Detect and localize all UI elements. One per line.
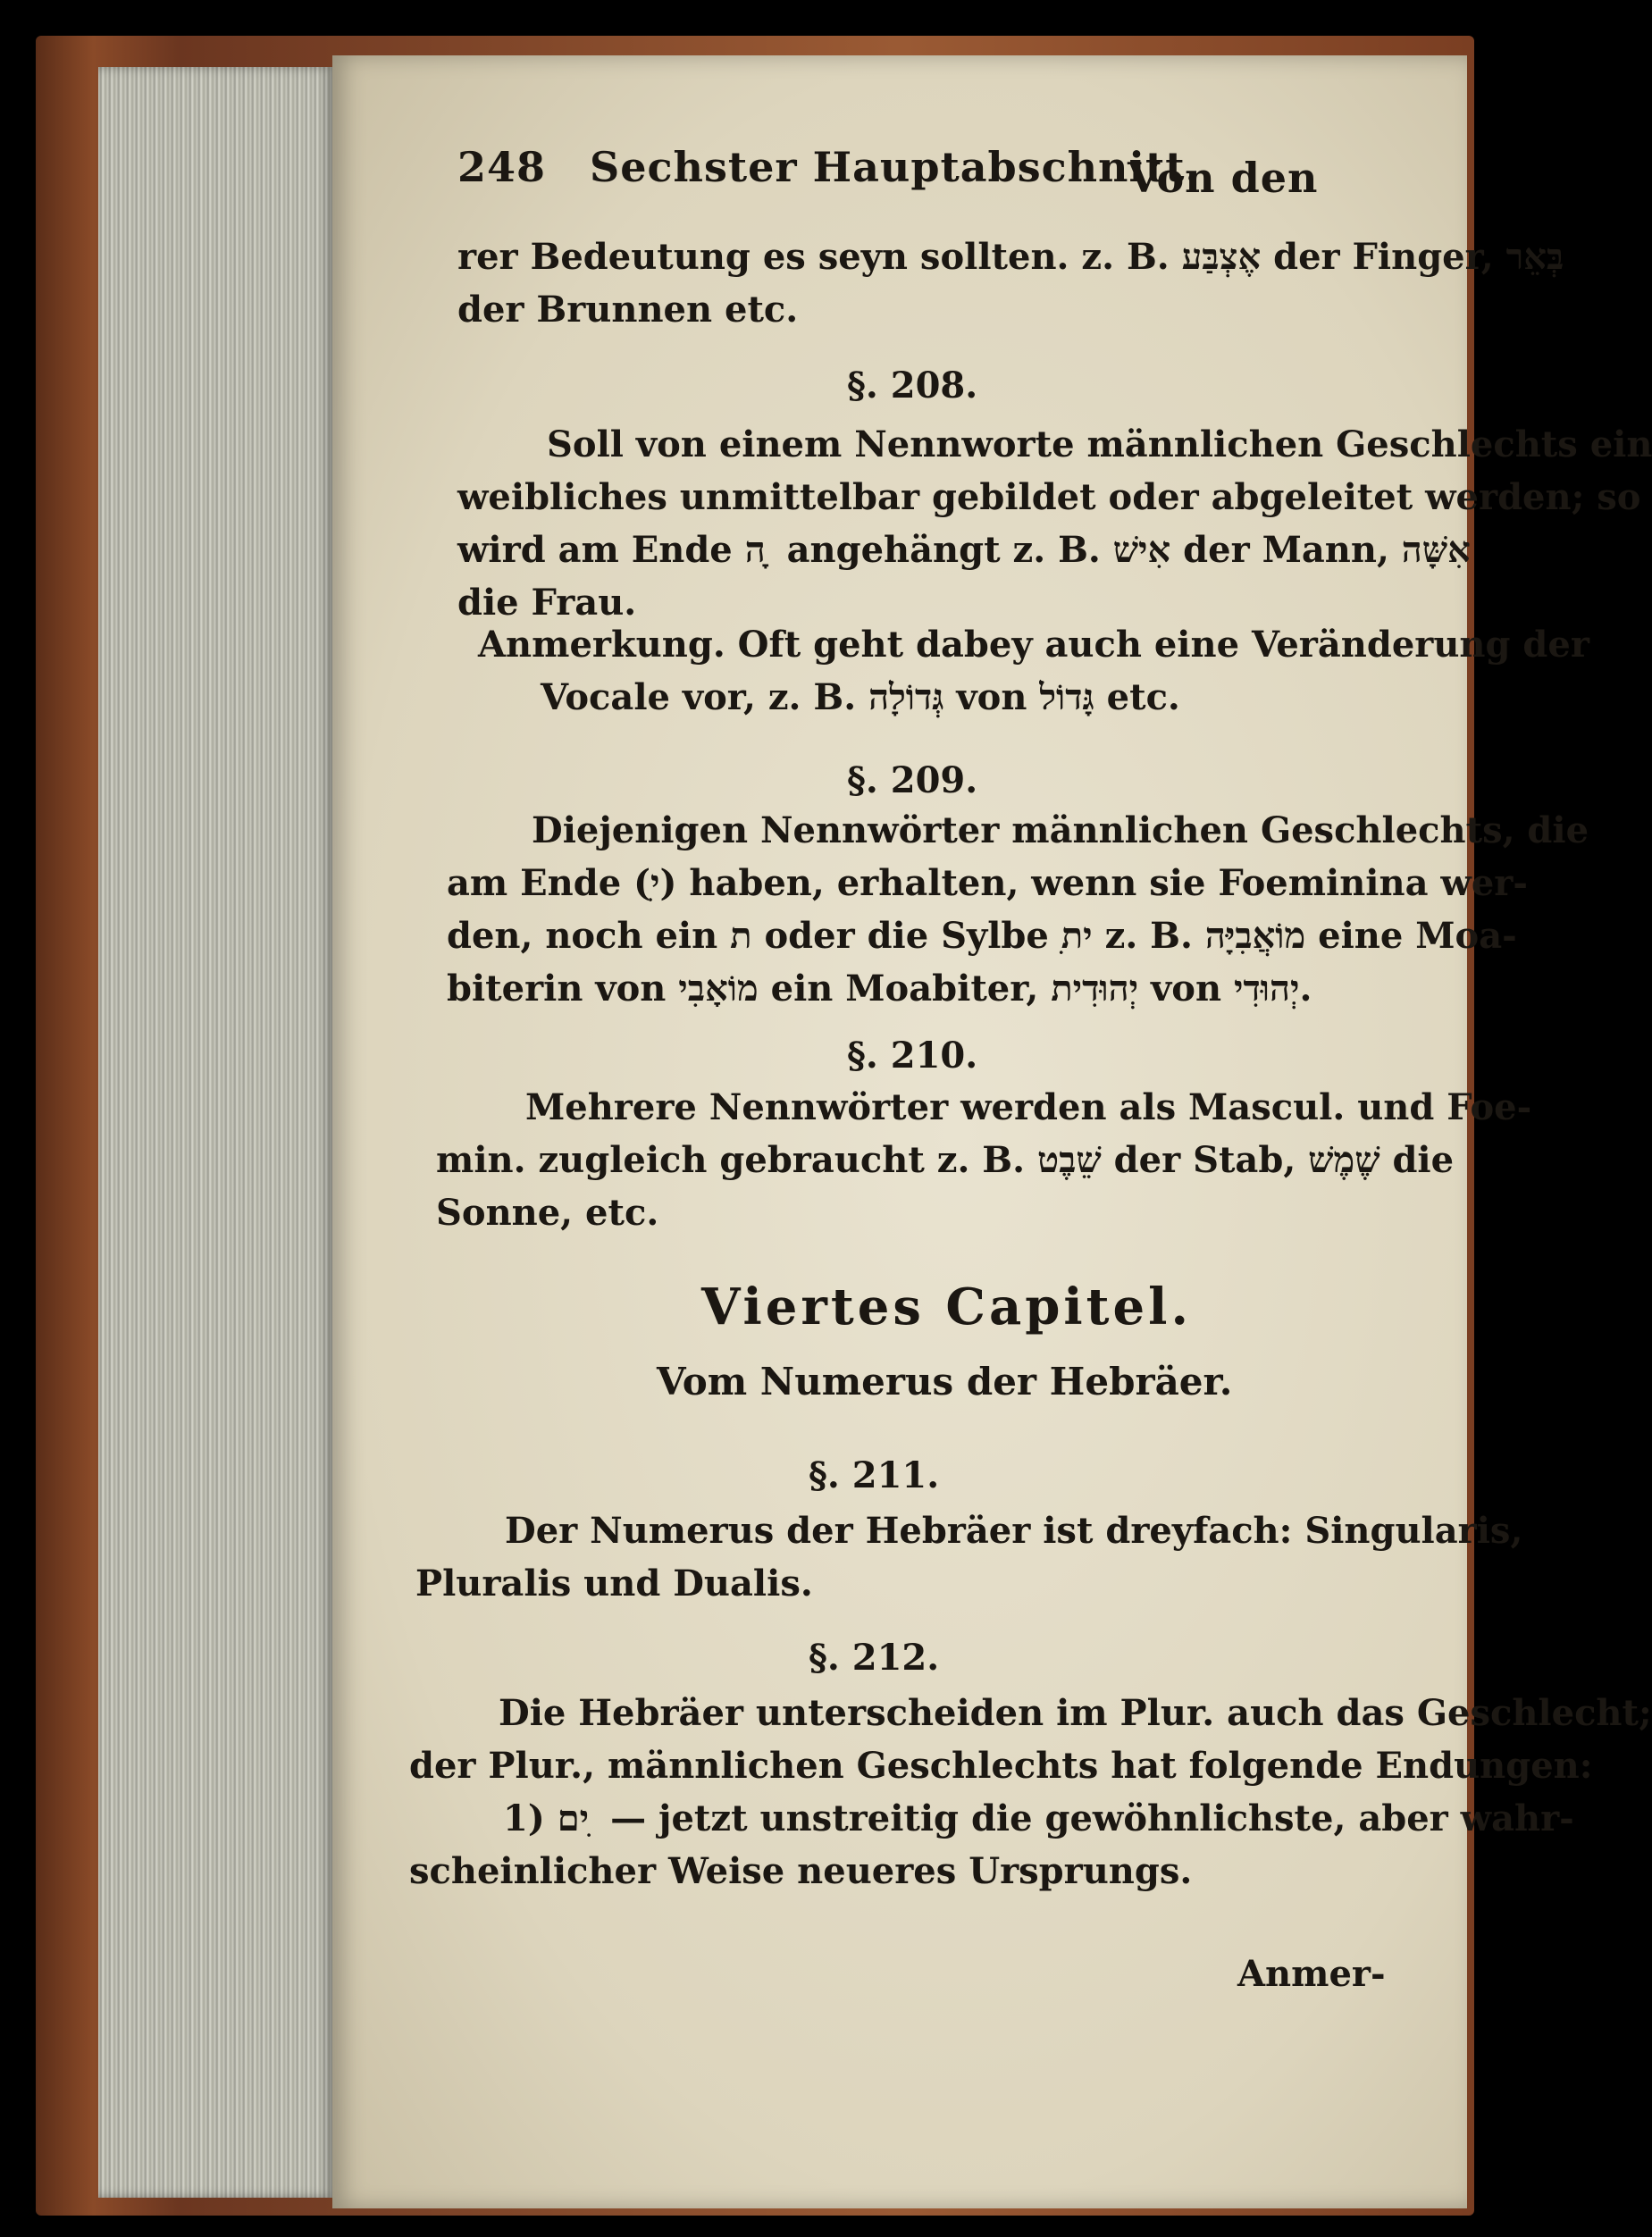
text-line: scheinlicher Weise neueres Ursprungs. [409, 1850, 1193, 1892]
text-line: 1) ים ִ — jetzt unstreitig die gewöhnlichste, aber wahr- [503, 1797, 1574, 1839]
section-number-212: §. 212. [809, 1637, 940, 1679]
page-number: 248 [457, 143, 547, 191]
text-line: rer Bedeutung es seyn sollten. z. B. אֶצְבַּע der Finger, בְּאֵר [457, 236, 1564, 278]
chapter-title: Viertes Capitel. [701, 1278, 1192, 1336]
text-line: Pluralis und Dualis. [415, 1563, 813, 1604]
text-line: die Frau. [457, 582, 637, 624]
note-line: Vocale vor, z. B. גְּדוֹלָה von גָּדוֹל etc. [541, 676, 1180, 718]
text-line: min. zugleich gebraucht z. B. שֵׁבֶט der Stab, שֶׁמֶשׁ die [436, 1139, 1455, 1181]
text-line: wird am Ende ה ָ angehängt z. B. אִישׁ der Mann, אִשָּׁה [457, 529, 1471, 571]
text-line: den, noch ein ת oder die Sylbe ִית z. B. מוֹאֲבִיָּה eine Moa- [447, 915, 1517, 957]
text-line: Sonne, etc. [436, 1192, 659, 1234]
section-number-208: §. 208. [847, 364, 978, 406]
text-line: Soll von einem Nennworte männlichen Geschlechts ein [547, 423, 1652, 465]
chapter-subtitle: Vom Numerus der Hebräer. [657, 1360, 1233, 1403]
text-line: biterin von מוֹאָבִי ein Moabiter, יְהוּדִית von יְהוּדִי. [447, 968, 1312, 1010]
section-number-210: §. 210. [847, 1035, 978, 1077]
text-line: am Ende (ִי) haben, erhalten, wenn sie Foeminina wer- [447, 862, 1528, 904]
text-line: der Plur., männlichen Geschlechts hat folgende Endungen: [409, 1745, 1593, 1787]
section-number-209: §. 209. [847, 759, 978, 801]
section-210-body [436, 1081, 1531, 1239]
text-line: Der Numerus der Hebräer ist dreyfach: Singularis, [505, 1510, 1523, 1552]
running-title-right: Von den [1128, 154, 1319, 202]
running-title: Sechster Hauptabschnitt. [590, 143, 1201, 191]
catchword: Anmer- [1237, 1953, 1386, 1995]
section-209-body [447, 804, 1589, 1015]
section-212-body [409, 1687, 1652, 1898]
text-line: Diejenigen Nennwörter männlichen Geschlechts, die [532, 809, 1589, 851]
intro-text [457, 230, 1564, 336]
section-208-note [478, 618, 1589, 724]
page-edges [98, 67, 335, 2198]
section-211-body [415, 1504, 1522, 1610]
text-line: weibliches unmittelbar gebildet oder abgeleitet werden; so [457, 476, 1641, 518]
note-line: Anmerkung. Oft geht dabey auch eine Veränderung der [478, 624, 1589, 666]
text-line: der Brunnen etc. [457, 289, 799, 331]
text-line: Die Hebräer unterscheiden im Plur. auch das Geschlecht; [499, 1692, 1652, 1734]
section-number-211: §. 211. [809, 1454, 940, 1496]
section-208-body [457, 418, 1652, 629]
text-line: Mehrere Nennwörter werden als Mascul. und Foe- [525, 1086, 1532, 1128]
